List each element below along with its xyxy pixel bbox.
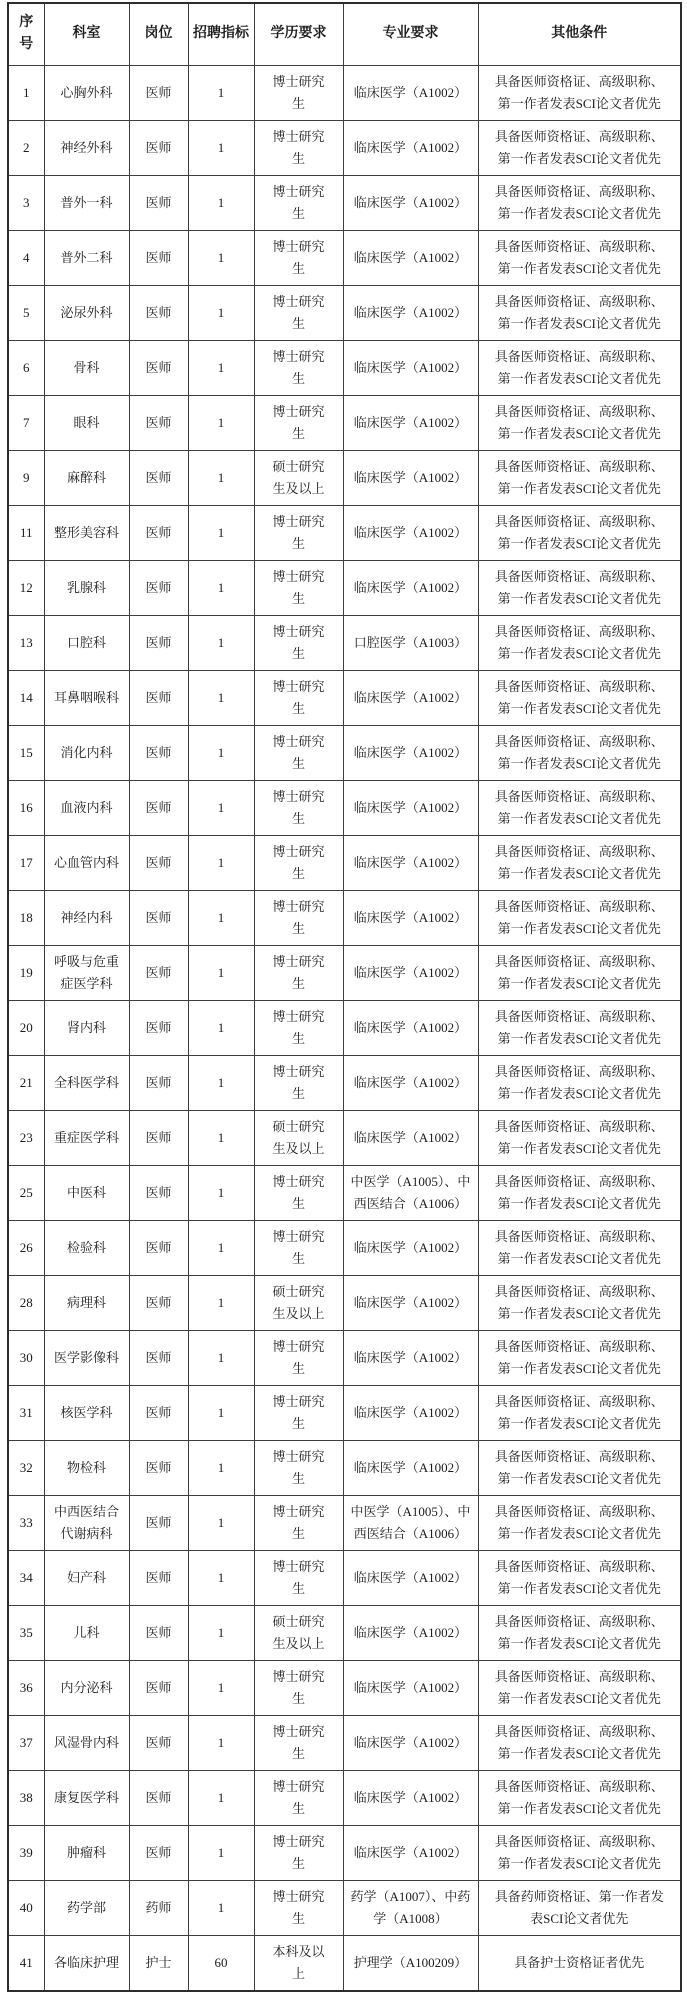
table-header: [8, 3, 681, 65]
cell-education: 博士研究生: [254, 505, 343, 560]
cell-other-conditions: 具备医师资格证、高级职称、第一作者发表SCI论文者优先: [478, 230, 681, 285]
cell-position: 医师: [129, 285, 188, 340]
cell-position: 医师: [129, 890, 188, 945]
cell-department: 医学影像科: [44, 1330, 129, 1385]
cell-seq: 7: [8, 395, 44, 450]
cell-quota: 1: [188, 890, 254, 945]
cell-other-conditions: 具备医师资格证、高级职称、第一作者发表SCI论文者优先: [478, 1275, 681, 1330]
cell-other-conditions: 具备医师资格证、高级职称、第一作者发表SCI论文者优先: [478, 505, 681, 560]
cell-major: 临床医学（A1002）: [343, 65, 478, 120]
table-row: [8, 1935, 681, 1991]
cell-quota: 1: [188, 560, 254, 615]
cell-education: 本科及以上: [254, 1935, 343, 1991]
table-row: [8, 120, 681, 175]
cell-seq: 20: [8, 1000, 44, 1055]
cell-education: 博士研究生: [254, 670, 343, 725]
cell-seq: 1: [8, 65, 44, 120]
cell-education: 博士研究生: [254, 1385, 343, 1440]
table-row: [8, 1770, 681, 1825]
cell-seq: 19: [8, 945, 44, 1000]
cell-major: 中医学（A1005）、中西医结合（A1006）: [343, 1495, 478, 1550]
cell-quota: 1: [188, 835, 254, 890]
cell-seq: 40: [8, 1880, 44, 1935]
cell-seq: 38: [8, 1770, 44, 1825]
cell-quota: 1: [188, 1220, 254, 1275]
cell-seq: 15: [8, 725, 44, 780]
cell-department: 泌尿外科: [44, 285, 129, 340]
cell-department: 口腔科: [44, 615, 129, 670]
cell-department: 神经内科: [44, 890, 129, 945]
cell-quota: 1: [188, 175, 254, 230]
cell-education: 博士研究生: [254, 1715, 343, 1770]
cell-seq: 41: [8, 1935, 44, 1991]
cell-department: 病理科: [44, 1275, 129, 1330]
cell-position: 医师: [129, 780, 188, 835]
cell-major: 临床医学（A1002）: [343, 725, 478, 780]
cell-other-conditions: 具备医师资格证、高级职称、第一作者发表SCI论文者优先: [478, 175, 681, 230]
cell-education: 博士研究生: [254, 1440, 343, 1495]
cell-quota: 60: [188, 1935, 254, 1991]
cell-other-conditions: 具备医师资格证、高级职称、第一作者发表SCI论文者优先: [478, 1770, 681, 1825]
table-row: [8, 1880, 681, 1935]
cell-education: 博士研究生: [254, 615, 343, 670]
cell-other-conditions: 具备医师资格证、高级职称、第一作者发表SCI论文者优先: [478, 450, 681, 505]
cell-position: 医师: [129, 505, 188, 560]
cell-quota: 1: [188, 395, 254, 450]
cell-seq: 32: [8, 1440, 44, 1495]
table-row: [8, 560, 681, 615]
cell-department: 乳腺科: [44, 560, 129, 615]
cell-education: 博士研究生: [254, 175, 343, 230]
cell-major: 临床医学（A1002）: [343, 175, 478, 230]
table-row: [8, 1330, 681, 1385]
cell-position: 护士: [129, 1935, 188, 1991]
cell-education: 博士研究生: [254, 65, 343, 120]
cell-department: 妇产科: [44, 1550, 129, 1605]
cell-position: 医师: [129, 1605, 188, 1660]
table-row: [8, 670, 681, 725]
cell-other-conditions: 具备医师资格证、高级职称、第一作者发表SCI论文者优先: [478, 120, 681, 175]
cell-quota: 1: [188, 1880, 254, 1935]
cell-major: 临床医学（A1002）: [343, 1000, 478, 1055]
cell-quota: 1: [188, 450, 254, 505]
cell-quota: 1: [188, 1440, 254, 1495]
cell-quota: 1: [188, 615, 254, 670]
cell-seq: 33: [8, 1495, 44, 1550]
cell-education: 博士研究生: [254, 835, 343, 890]
cell-other-conditions: 具备医师资格证、高级职称、第一作者发表SCI论文者优先: [478, 1825, 681, 1880]
cell-seq: 18: [8, 890, 44, 945]
cell-position: 医师: [129, 1660, 188, 1715]
cell-department: 重症医学科: [44, 1110, 129, 1165]
cell-seq: 3: [8, 175, 44, 230]
cell-education: 博士研究生: [254, 1330, 343, 1385]
cell-major: 临床医学（A1002）: [343, 560, 478, 615]
table-row: [8, 65, 681, 120]
cell-quota: 1: [188, 1110, 254, 1165]
cell-quota: 1: [188, 1770, 254, 1825]
cell-other-conditions: 具备医师资格证、高级职称、第一作者发表SCI论文者优先: [478, 780, 681, 835]
cell-other-conditions: 具备医师资格证、高级职称、第一作者发表SCI论文者优先: [478, 395, 681, 450]
cell-department: 血液内科: [44, 780, 129, 835]
cell-position: 医师: [129, 1275, 188, 1330]
cell-major: 临床医学（A1002）: [343, 670, 478, 725]
cell-major: 临床医学（A1002）: [343, 1275, 478, 1330]
cell-other-conditions: 具备医师资格证、高级职称、第一作者发表SCI论文者优先: [478, 725, 681, 780]
cell-education: 硕士研究生及以上: [254, 450, 343, 505]
cell-seq: 2: [8, 120, 44, 175]
cell-other-conditions: 具备护士资格证者优先: [478, 1935, 681, 1991]
cell-seq: 35: [8, 1605, 44, 1660]
cell-other-conditions: 具备医师资格证、高级职称、第一作者发表SCI论文者优先: [478, 945, 681, 1000]
table-row: [8, 1495, 681, 1550]
cell-major: 临床医学（A1002）: [343, 1220, 478, 1275]
cell-major: 临床医学（A1002）: [343, 1605, 478, 1660]
cell-quota: 1: [188, 725, 254, 780]
cell-quota: 1: [188, 1495, 254, 1550]
cell-department: 耳鼻咽喉科: [44, 670, 129, 725]
header-seq: 序号: [8, 3, 44, 65]
cell-major: 临床医学（A1002）: [343, 1055, 478, 1110]
cell-seq: 17: [8, 835, 44, 890]
cell-major: 临床医学（A1002）: [343, 450, 478, 505]
cell-quota: 1: [188, 230, 254, 285]
cell-position: 医师: [129, 1770, 188, 1825]
table-row: [8, 1440, 681, 1495]
cell-education: 博士研究生: [254, 340, 343, 395]
recruitment-table: [7, 2, 682, 1992]
table-row: [8, 725, 681, 780]
cell-major: 临床医学（A1002）: [343, 395, 478, 450]
cell-major: 临床医学（A1002）: [343, 120, 478, 175]
cell-other-conditions: 具备医师资格证、高级职称、第一作者发表SCI论文者优先: [478, 1495, 681, 1550]
cell-position: 医师: [129, 450, 188, 505]
cell-position: 医师: [129, 1715, 188, 1770]
cell-position: 医师: [129, 725, 188, 780]
cell-quota: 1: [188, 505, 254, 560]
cell-position: 医师: [129, 1330, 188, 1385]
cell-seq: 37: [8, 1715, 44, 1770]
table-row: [8, 175, 681, 230]
table-row: [8, 1220, 681, 1275]
cell-education: 博士研究生: [254, 1825, 343, 1880]
cell-department: 核医学科: [44, 1385, 129, 1440]
cell-major: 临床医学（A1002）: [343, 1715, 478, 1770]
table-row: [8, 1055, 681, 1110]
cell-department: 中西医结合代谢病科: [44, 1495, 129, 1550]
table-row: [8, 1110, 681, 1165]
cell-seq: 26: [8, 1220, 44, 1275]
cell-education: 博士研究生: [254, 120, 343, 175]
cell-other-conditions: 具备医师资格证、高级职称、第一作者发表SCI论文者优先: [478, 1715, 681, 1770]
cell-other-conditions: 具备医师资格证、高级职称、第一作者发表SCI论文者优先: [478, 1330, 681, 1385]
table-row: [8, 890, 681, 945]
cell-major: 临床医学（A1002）: [343, 835, 478, 890]
cell-quota: 1: [188, 285, 254, 340]
cell-education: 博士研究生: [254, 1000, 343, 1055]
cell-position: 医师: [129, 340, 188, 395]
cell-education: 博士研究生: [254, 1880, 343, 1935]
cell-position: 医师: [129, 1220, 188, 1275]
cell-position: 医师: [129, 1110, 188, 1165]
table-row: [8, 835, 681, 890]
cell-quota: 1: [188, 1055, 254, 1110]
cell-major: 临床医学（A1002）: [343, 780, 478, 835]
header-quota: 招聘指标: [188, 3, 254, 65]
cell-department: 消化内科: [44, 725, 129, 780]
cell-department: 神经外科: [44, 120, 129, 175]
cell-education: 博士研究生: [254, 1660, 343, 1715]
cell-department: 整形美容科: [44, 505, 129, 560]
cell-position: 医师: [129, 1000, 188, 1055]
cell-other-conditions: 具备医师资格证、高级职称、第一作者发表SCI论文者优先: [478, 1550, 681, 1605]
cell-department: 检验科: [44, 1220, 129, 1275]
cell-position: 医师: [129, 835, 188, 890]
table-body: [8, 65, 681, 1991]
table-row: [8, 945, 681, 1000]
cell-quota: 1: [188, 1165, 254, 1220]
cell-seq: 5: [8, 285, 44, 340]
cell-quota: 1: [188, 65, 254, 120]
cell-department: 风湿骨内科: [44, 1715, 129, 1770]
cell-education: 硕士研究生及以上: [254, 1275, 343, 1330]
table-row: [8, 285, 681, 340]
cell-education: 博士研究生: [254, 230, 343, 285]
cell-major: 临床医学（A1002）: [343, 1660, 478, 1715]
table-row: [8, 1385, 681, 1440]
cell-department: 内分泌科: [44, 1660, 129, 1715]
cell-position: 医师: [129, 120, 188, 175]
cell-education: 博士研究生: [254, 780, 343, 835]
cell-position: 医师: [129, 65, 188, 120]
cell-position: 医师: [129, 175, 188, 230]
cell-position: 医师: [129, 560, 188, 615]
table-row: [8, 1165, 681, 1220]
cell-department: 骨科: [44, 340, 129, 395]
cell-education: 博士研究生: [254, 1165, 343, 1220]
cell-department: 康复医学科: [44, 1770, 129, 1825]
header-department: 科室: [44, 3, 129, 65]
cell-position: 医师: [129, 1165, 188, 1220]
cell-major: 临床医学（A1002）: [343, 1440, 478, 1495]
cell-seq: 36: [8, 1660, 44, 1715]
cell-major: 临床医学（A1002）: [343, 1770, 478, 1825]
cell-major: 护理学（A100209）: [343, 1935, 478, 1991]
cell-major: 口腔医学（A1003）: [343, 615, 478, 670]
cell-other-conditions: 具备医师资格证、高级职称、第一作者发表SCI论文者优先: [478, 1055, 681, 1110]
cell-education: 博士研究生: [254, 285, 343, 340]
cell-major: 临床医学（A1002）: [343, 340, 478, 395]
cell-other-conditions: 具备药师资格证、第一作者发表SCI论文者优先: [478, 1880, 681, 1935]
cell-other-conditions: 具备医师资格证、高级职称、第一作者发表SCI论文者优先: [478, 560, 681, 615]
cell-department: 普外一科: [44, 175, 129, 230]
cell-department: 全科医学科: [44, 1055, 129, 1110]
header-position: 岗位: [129, 3, 188, 65]
cell-other-conditions: 具备医师资格证、高级职称、第一作者发表SCI论文者优先: [478, 1165, 681, 1220]
cell-education: 博士研究生: [254, 1055, 343, 1110]
cell-education: 博士研究生: [254, 560, 343, 615]
cell-seq: 28: [8, 1275, 44, 1330]
table-row: [8, 1000, 681, 1055]
cell-department: 物检科: [44, 1440, 129, 1495]
cell-other-conditions: 具备医师资格证、高级职称、第一作者发表SCI论文者优先: [478, 890, 681, 945]
cell-major: 药学（A1007）、中药学（A1008）: [343, 1880, 478, 1935]
cell-education: 博士研究生: [254, 890, 343, 945]
cell-quota: 1: [188, 1000, 254, 1055]
cell-quota: 1: [188, 1275, 254, 1330]
table-row: [8, 1660, 681, 1715]
cell-department: 眼科: [44, 395, 129, 450]
cell-seq: 39: [8, 1825, 44, 1880]
cell-quota: 1: [188, 1825, 254, 1880]
cell-education: 博士研究生: [254, 1220, 343, 1275]
cell-department: 中医科: [44, 1165, 129, 1220]
cell-position: 医师: [129, 1055, 188, 1110]
cell-seq: 23: [8, 1110, 44, 1165]
cell-education: 硕士研究生及以上: [254, 1110, 343, 1165]
cell-major: 中医学（A1005）、中西医结合（A1006）: [343, 1165, 478, 1220]
cell-department: 肾内科: [44, 1000, 129, 1055]
cell-seq: 16: [8, 780, 44, 835]
cell-department: 心胸外科: [44, 65, 129, 120]
cell-other-conditions: 具备医师资格证、高级职称、第一作者发表SCI论文者优先: [478, 1605, 681, 1660]
table-row: [8, 395, 681, 450]
cell-department: 心血管内科: [44, 835, 129, 890]
cell-other-conditions: 具备医师资格证、高级职称、第一作者发表SCI论文者优先: [478, 1220, 681, 1275]
cell-department: 呼吸与危重症医学科: [44, 945, 129, 1000]
cell-seq: 12: [8, 560, 44, 615]
cell-education: 博士研究生: [254, 945, 343, 1000]
cell-major: 临床医学（A1002）: [343, 890, 478, 945]
cell-seq: 6: [8, 340, 44, 395]
cell-position: 医师: [129, 945, 188, 1000]
cell-seq: 25: [8, 1165, 44, 1220]
cell-quota: 1: [188, 120, 254, 175]
cell-other-conditions: 具备医师资格证、高级职称、第一作者发表SCI论文者优先: [478, 340, 681, 395]
cell-position: 医师: [129, 395, 188, 450]
cell-quota: 1: [188, 1660, 254, 1715]
cell-quota: 1: [188, 1715, 254, 1770]
cell-other-conditions: 具备医师资格证、高级职称、第一作者发表SCI论文者优先: [478, 1385, 681, 1440]
table-row: [8, 1550, 681, 1605]
table-row: [8, 505, 681, 560]
table-row: [8, 1715, 681, 1770]
header-other-conditions: 其他条件: [478, 3, 681, 65]
cell-education: 博士研究生: [254, 1495, 343, 1550]
cell-department: 肿瘤科: [44, 1825, 129, 1880]
cell-seq: 11: [8, 505, 44, 560]
table-row: [8, 450, 681, 505]
cell-major: 临床医学（A1002）: [343, 505, 478, 560]
cell-other-conditions: 具备医师资格证、高级职称、第一作者发表SCI论文者优先: [478, 1440, 681, 1495]
header-major: 专业要求: [343, 3, 478, 65]
cell-education: 博士研究生: [254, 725, 343, 780]
cell-major: 临床医学（A1002）: [343, 230, 478, 285]
cell-position: 医师: [129, 1495, 188, 1550]
cell-quota: 1: [188, 780, 254, 835]
cell-quota: 1: [188, 945, 254, 1000]
cell-seq: 30: [8, 1330, 44, 1385]
cell-quota: 1: [188, 340, 254, 395]
cell-position: 医师: [129, 1825, 188, 1880]
cell-position: 医师: [129, 670, 188, 725]
cell-other-conditions: 具备医师资格证、高级职称、第一作者发表SCI论文者优先: [478, 835, 681, 890]
cell-education: 博士研究生: [254, 395, 343, 450]
table-row: [8, 1605, 681, 1660]
cell-position: 医师: [129, 1385, 188, 1440]
cell-education: 博士研究生: [254, 1770, 343, 1825]
cell-major: 临床医学（A1002）: [343, 1110, 478, 1165]
table-row: [8, 780, 681, 835]
cell-other-conditions: 具备医师资格证、高级职称、第一作者发表SCI论文者优先: [478, 1660, 681, 1715]
cell-quota: 1: [188, 1385, 254, 1440]
table-row: [8, 615, 681, 670]
cell-department: 儿科: [44, 1605, 129, 1660]
cell-quota: 1: [188, 1550, 254, 1605]
cell-seq: 13: [8, 615, 44, 670]
cell-quota: 1: [188, 1330, 254, 1385]
cell-major: 临床医学（A1002）: [343, 1330, 478, 1385]
cell-quota: 1: [188, 1605, 254, 1660]
cell-seq: 21: [8, 1055, 44, 1110]
cell-education: 硕士研究生及以上: [254, 1605, 343, 1660]
cell-other-conditions: 具备医师资格证、高级职称、第一作者发表SCI论文者优先: [478, 670, 681, 725]
cell-major: 临床医学（A1002）: [343, 1825, 478, 1880]
cell-seq: 31: [8, 1385, 44, 1440]
header-education: 学历要求: [254, 3, 343, 65]
cell-other-conditions: 具备医师资格证、高级职称、第一作者发表SCI论文者优先: [478, 285, 681, 340]
cell-seq: 4: [8, 230, 44, 285]
cell-other-conditions: 具备医师资格证、高级职称、第一作者发表SCI论文者优先: [478, 1000, 681, 1055]
cell-other-conditions: 具备医师资格证、高级职称、第一作者发表SCI论文者优先: [478, 1110, 681, 1165]
cell-other-conditions: 具备医师资格证、高级职称、第一作者发表SCI论文者优先: [478, 65, 681, 120]
table-row: [8, 1825, 681, 1880]
table-row: [8, 230, 681, 285]
cell-other-conditions: 具备医师资格证、高级职称、第一作者发表SCI论文者优先: [478, 615, 681, 670]
cell-position: 药师: [129, 1880, 188, 1935]
cell-major: 临床医学（A1002）: [343, 1385, 478, 1440]
cell-department: 麻醉科: [44, 450, 129, 505]
cell-seq: 14: [8, 670, 44, 725]
cell-major: 临床医学（A1002）: [343, 1550, 478, 1605]
table-row: [8, 1275, 681, 1330]
cell-department: 普外二科: [44, 230, 129, 285]
cell-seq: 9: [8, 450, 44, 505]
cell-position: 医师: [129, 230, 188, 285]
header-row: [8, 3, 681, 65]
cell-major: 临床医学（A1002）: [343, 945, 478, 1000]
table-row: [8, 340, 681, 395]
cell-position: 医师: [129, 615, 188, 670]
cell-quota: 1: [188, 670, 254, 725]
cell-department: 药学部: [44, 1880, 129, 1935]
cell-position: 医师: [129, 1550, 188, 1605]
cell-education: 博士研究生: [254, 1550, 343, 1605]
cell-department: 各临床护理: [44, 1935, 129, 1991]
cell-major: 临床医学（A1002）: [343, 285, 478, 340]
cell-seq: 34: [8, 1550, 44, 1605]
cell-position: 医师: [129, 1440, 188, 1495]
